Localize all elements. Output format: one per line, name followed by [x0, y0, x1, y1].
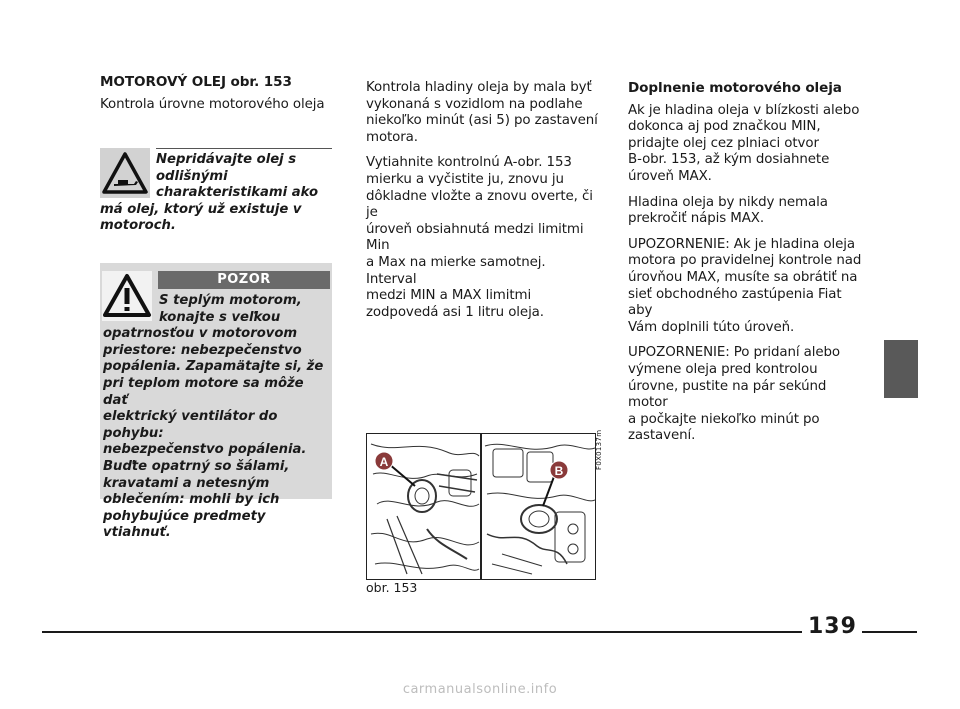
divider — [156, 148, 332, 149]
figure-caption: obr. 153 — [366, 580, 418, 595]
pozor-warning-box — [100, 263, 332, 541]
paragraph: UPOZORNENIE: Po pridaní alebo výmene oleja pred kontrolou úrovne, pustite na pár sekúnd motor a počkajte niekoľko minút po zastavení. — [628, 345, 841, 444]
page-number: 139 — [808, 614, 857, 639]
pozor-line: pri teplom motore sa môže dať — [103, 375, 304, 408]
paragraph: Hladina oleja by nikdy nemala prekročiť nápis MAX. — [628, 194, 828, 227]
pozor-line: kravatami a netesným — [103, 475, 270, 491]
paragraph: Kontrola hladiny oleja by mala byť vykonaná s vozidlom na podlahe niekoľko minút (asi 5) po zastavení motora. — [366, 80, 598, 145]
engine-figure — [366, 433, 596, 580]
pozor-line: Buďte opatrný so šálami, — [103, 458, 290, 474]
section-heading: Doplnenie motorového oleja — [628, 80, 842, 96]
note-text — [100, 152, 332, 235]
pozor-line: pohybujúce predmety vtiahnuť. — [103, 508, 266, 541]
section-subheading: Kontrola úrovne motorového oleja — [100, 96, 325, 112]
pozor-text — [103, 293, 331, 542]
note-line: motoroch. — [100, 218, 176, 234]
pozor-line: elektrický ventilátor do pohybu: — [103, 409, 278, 441]
pozor-line: konajte s veľkou — [159, 309, 281, 325]
section-heading: MOTOROVÝ OLEJ obr. 153 — [100, 74, 292, 90]
pozor-line: opatrnosťou v motorovom — [103, 326, 298, 342]
section-tab — [884, 340, 918, 398]
pozor-line: S teplým motorom, — [159, 293, 302, 308]
watermark: carmanualsonline.info — [402, 682, 558, 697]
footer-rule-right — [862, 631, 917, 633]
column-right — [628, 80, 862, 454]
paragraph: Ak je hladina oleja v blízkosti alebo dokonca aj pod značkou MIN, pridajte olej cez plniaci otvor B-obr. 153, až kým dosiahnete úroveň MAX. — [628, 102, 860, 184]
pozor-line: priestore: nebezpečenstvo — [103, 342, 302, 358]
note-line: Nepridávajte olej s — [156, 152, 297, 167]
column-left — [100, 74, 332, 122]
pozor-line: popálenia. Zapamätajte si, že — [103, 359, 324, 375]
label-a: A — [379, 455, 389, 469]
label-b: B — [554, 464, 564, 478]
note-line: má olej, ktorý už existuje v — [100, 201, 302, 217]
figure-code: F0X0137m — [595, 429, 603, 470]
note-line: odlišnými — [156, 168, 228, 184]
footer-rule-left — [42, 631, 802, 633]
paragraph: Vytiahnite kontrolnú A-obr. 153 mierku a vyčistite ju, znovu ju dôkladne vložte a znovu overte, či je úroveň obsiahnutá medzi limitmi Min a Max na mierke samotnej. Interval medzi MIN a MAX limitmi zodpovedá asi 1 litru oleja. — [366, 155, 593, 320]
pozor-line: oblečením: mohli by ich — [103, 492, 280, 508]
engine-photo-illustration — [367, 434, 596, 580]
note-line: charakteristikami ako — [156, 185, 319, 201]
pozor-line: nebezpečenstvo popálenia. — [103, 442, 307, 458]
paragraph: UPOZORNENIE: Ak je hladina oleja motora po pravidelnej kontrole nad úrovňou MAX, musíte sa obrátiť na sieť obchodného zastúpenia Fiat aby Vám doplnili túto úroveň. — [628, 236, 862, 335]
column-middle — [366, 80, 598, 330]
pozor-label: POZOR — [158, 271, 330, 289]
